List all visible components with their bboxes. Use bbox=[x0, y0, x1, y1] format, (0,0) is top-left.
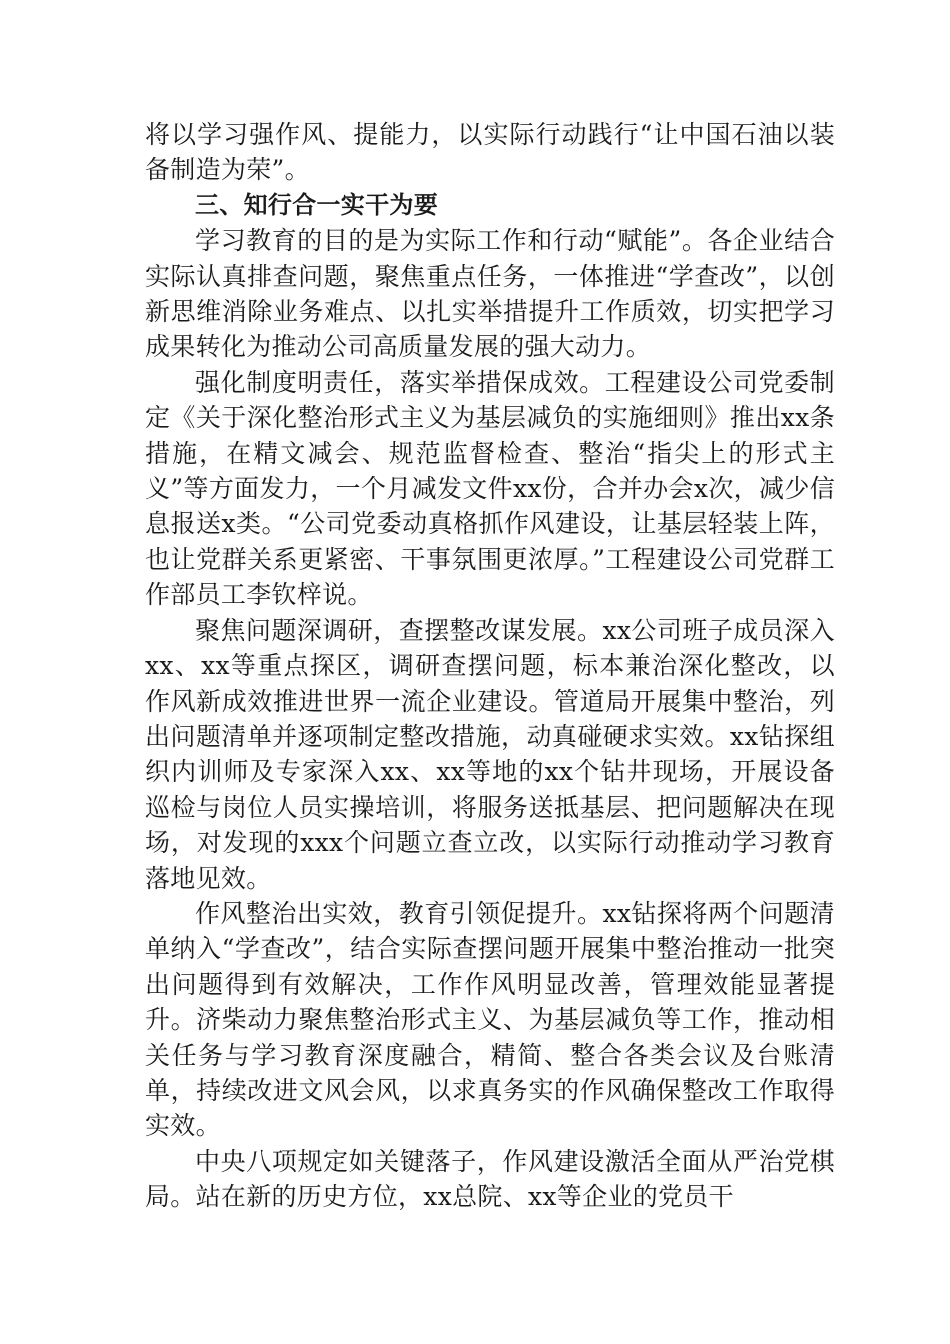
paragraph-3: 聚焦问题深调研，查摆整改谋发展。xx公司班子成员深入xx、xx等重点探区，调研查摆问题，标本兼治深化整改，以作风新成效推进世界一流企业建设。管道局开展集中整治，列出问题清单并逐项制定整改措施，动真碰硬求实效。xx钻探组织内训师及专家深入xx、xx等地的xx个钻井现场，开展设备巡检与岗位人员实操培训，将服务送抵基层、把问题解决在现场，对发现的xxx个问题立查立改，以实际行动推动学习教育落地见效。 bbox=[145, 615, 835, 893]
paragraph-1: 学习教育的目的是为实际工作和行动“赋能”。各企业结合实际认真排查问题，聚焦重点任务，一体推进“学查改”，以创新思维消除业务难点、以扎实举措提升工作质效，切实把学习成果转化为推动公司高质量发展的强大动力。 bbox=[145, 226, 835, 362]
continued-paragraph: 将以学习强作风、提能力，以实际行动践行“让中国石油以装备制造为荣”。 bbox=[145, 120, 835, 185]
paragraph-2: 强化制度明责任，落实举措保成效。工程建设公司党委制定《关于深化整治形式主义为基层减负的实施细则》推出xx条措施，在精文减会、规范监督检查、整治“指尖上的形式主义”等方面发力，一个月减发文件xx份，合并办会x次，减少信息报送x类。“公司党委动真格抓作风建设，让基层轻装上阵，也让党群关系更紧密、干事氛围更浓厚。”工程建设公司党群工作部员工李钦梓说。 bbox=[145, 367, 835, 610]
document-body bbox=[145, 117, 835, 1215]
paragraph-4: 作风整治出实效，教育引领促提升。xx钻探将两个问题清单纳入“学查改”，结合实际查摆问题开展集中整治推动一批突出问题得到有效解决，工作作风明显改善，管理效能显著提升。济柴动力聚焦整治形式主义、为基层减负等工作，推动相关任务与学习教育深度融合，精简、整合各类会议及台账清单，持续改进文风会风，以求真务实的作风确保整改工作取得实效。 bbox=[145, 898, 835, 1141]
paragraph-5: 中央八项规定如关键落子，作风建设激活全面从严治党棋局。站在新的历史方位，xx总院、xx等企业的党员干 bbox=[145, 1146, 835, 1212]
section-heading: 三、知行合一实干为要 bbox=[195, 190, 438, 219]
